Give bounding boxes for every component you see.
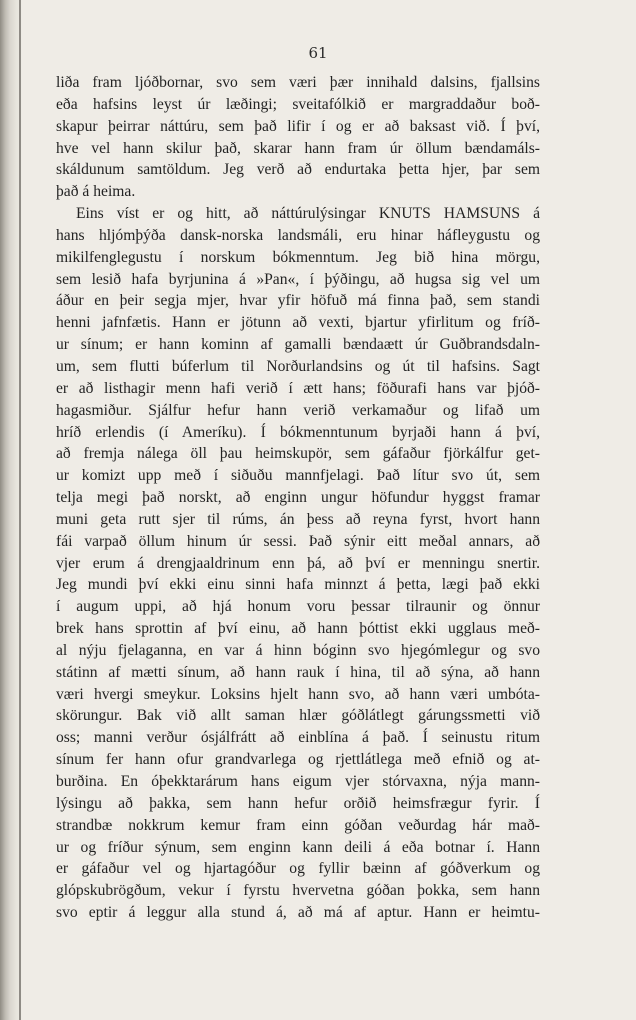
text-line: skörungur. Bak við allt saman hlær góðlátlegt gárungssmetti við [56, 707, 540, 725]
text-line: muni geta rutt sjer til rúms, án þess að reyna fyrst, hvort hann [56, 510, 540, 528]
text-line: vjer erum á drengjaaldrinum enn þá, að því er menningu snertir. [56, 554, 540, 572]
text-line: áður en þeir segja mjer, hvar yfir höfuð má finna það, sem standi [56, 292, 540, 310]
text-line: skáldunum samtöldum. Jeg verð að endurtaka þetta hjer, þar sem [56, 161, 540, 179]
paragraph-start-line: Eins víst er og hitt, að náttúrulýsingar KNUTS HAMSUNS á [76, 205, 540, 223]
text-line: henni jafnfætis. Hann er jötunn að vexti, bjartur yfirlitum og fríð- [56, 314, 540, 332]
text-line: ur sínum; er hann kominn af gamalli bændaætt úr Guðbrandsdaln- [56, 336, 540, 354]
text-line: oss; manni verður ósjálfrátt að einblína á það. Í seinustu ritum [56, 729, 540, 747]
text-line: telja megi það norskt, að enginn ungur höfundur hyggst framar [56, 489, 540, 507]
text-line: glópskubrögðum, vekur í fyrstu hvervetna góðan þokka, sem hann [56, 882, 540, 900]
text-line: hríð erlendis (í Ameríku). Í bókmenntunum byrjaði hann á því, [56, 423, 540, 441]
text-line: að fremja nálega öll þau heimskupör, sem gáfaður fjörkálfur get- [56, 445, 540, 463]
text-line: ur og fríður sýnum, sem enginn kann deili á eða botnar í. Hann [56, 838, 540, 856]
text-line: eða hafsins leyst úr læðingi; sveitafólkið er margraddaður boð- [56, 95, 540, 113]
text-line: væri hvergi smeykur. Loksins hjelt hann svo, að hann væri umbóta- [56, 685, 540, 703]
text-line: al nýju fjelaganna, en var á hinn bóginn svo hjegómlegur og svo [56, 641, 540, 659]
body-text [56, 72, 540, 924]
text-line: skapur þeirrar náttúru, sem það lifir í og er að baksast við. Í því, [56, 117, 540, 135]
text-line: sínum fer hann ofur grandvarlega og rjettlátlega með efnið og at- [56, 751, 540, 769]
text-line: brek hans sprottin af því einu, að hann þóttist ekki ugglaus með- [56, 620, 540, 638]
text-line: er gáfaður vel og hjartagóður og fyllir bæinn af góðverkum og [56, 860, 540, 878]
text-line: mikilfenglegustu í norskum bókmenntum. Jeg bið hina mörgu, [56, 248, 540, 266]
text-line: sem lesið hafa byrjunina á »Pan«, í þýðingu, að hugsa sig vel um [56, 270, 540, 288]
text-line: hagasmiður. Sjálfur hefur hann verið verkamaður og lifað um [56, 401, 540, 419]
binding-line [19, 0, 21, 1020]
text-line: fái varpað öllum hinum úr sessi. Það sýnir eitt meðal annars, að [56, 532, 540, 550]
text-line: lýsingu að þakka, sem hann hefur orðið heimsfrægur fyrir. Í [56, 794, 540, 812]
text-line: strandbæ nokkrum kemur fram einn góðan veðurdag hár mað- [56, 816, 540, 834]
text-line: er að listhagir menn hafi verið í ætt hans; föðurafi hans var þjóð- [56, 379, 540, 397]
page-number: 61 [308, 44, 328, 62]
text-line: hve vel hann skilur það, skarar hann fram úr öllum bændamáls- [56, 139, 540, 157]
text-line: liða fram ljóðbornar, svo sem væri þær innihald dalsins, fjallsins [56, 74, 540, 91]
text-line: í augum uppi, að hjá honum voru þessar tilraunir og önnur [56, 598, 540, 616]
text-line: svo eptir á leggur alla stund á, að má af aptur. Hann er heimtu- [56, 904, 540, 922]
text-line: hans hljómþýða dansk-norska landsmáli, eru hinar háfleygustu og [56, 226, 540, 244]
text-line: um, sem flutti búferlum til Norðurlandsins og út til hafsins. Sagt [56, 357, 540, 375]
text-line: burðina. En óþekktarárum hans eigum vjer stórvaxna, nýja mann- [56, 773, 540, 790]
text-line: Jeg mundi því ekki einu sinni hafa minnzt á þetta, lægi það ekki [56, 576, 540, 594]
text-line: ur komizt upp með í siðuðu mannfjelagi. Það lítur svo út, sem [56, 467, 540, 485]
text-line: státinn af mætti sínum, að hann rauk í hina, til að sýna, að hann [56, 663, 540, 681]
paragraph-end-line: það á heima. [56, 183, 136, 201]
